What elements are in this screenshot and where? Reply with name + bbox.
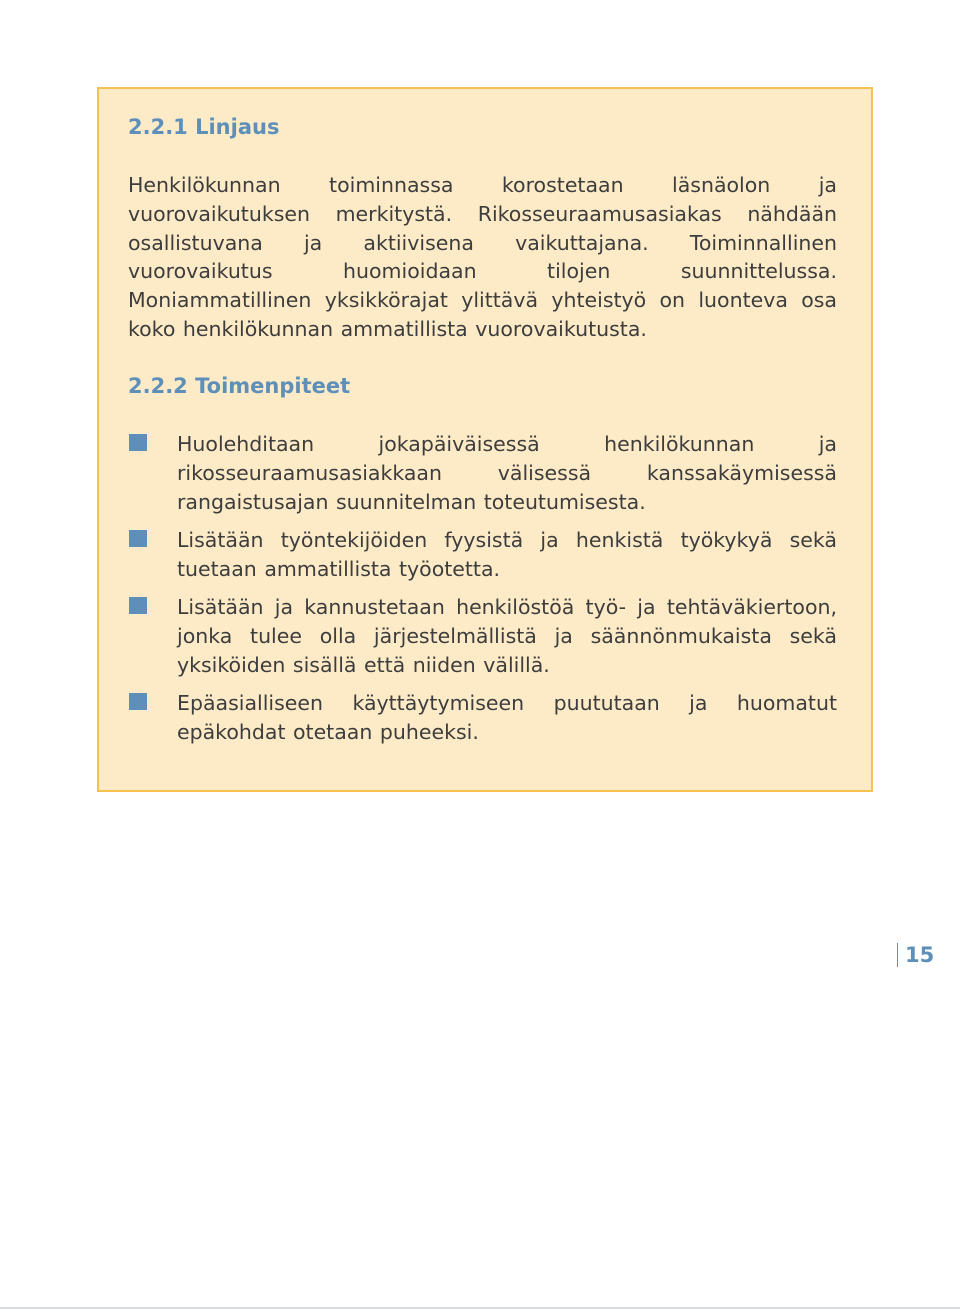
measures-list xyxy=(128,430,837,756)
page-number: 15 xyxy=(897,943,934,967)
section-paragraph-linjaus: Henkilökunnan toiminnassa korostetaan läsnäolon ja vuorovaikutuksen merkitystä. Rikosseuraamusasiakas nähdään osallistuvana ja aktiivisena vaikuttajana. Toiminnallinen vuorovaikutus huomioidaan tilojen suunnittelussa. Moniammatillinen yksikkörajat ylittävä yhteistyö on luonteva osa koko henkilökunnan ammatillista vuorovaikutusta. xyxy=(128,173,837,341)
list-item xyxy=(128,689,837,747)
content-box xyxy=(97,87,873,792)
list-item xyxy=(128,526,837,584)
list-item-text: Lisätään työntekijöiden fyysistä ja henkistä työkykyä sekä tuetaan ammatillista työotetta. xyxy=(177,527,837,581)
list-item-text: Epäasialliseen käyttäytymiseen puututaan ja huomatut epäkohdat otetaan puheeksi. xyxy=(177,690,837,744)
section-heading-linjaus: 2.2.1 Linjaus xyxy=(128,115,280,139)
list-item-text: Lisätään ja kannustetaan henkilöstöä työ- ja tehtäväkiertoon, jonka tulee olla järjestelmällistä ja säännönmukaista sekä yksiköiden sisällä että niiden välillä. xyxy=(177,594,837,677)
section-heading-toimenpiteet: 2.2.2 Toimenpiteet xyxy=(128,374,351,398)
bottom-divider xyxy=(0,1307,960,1309)
list-item xyxy=(128,593,837,679)
square-bullet-icon xyxy=(129,530,147,547)
list-item xyxy=(128,430,837,516)
square-bullet-icon xyxy=(129,434,147,451)
square-bullet-icon xyxy=(129,597,147,614)
list-item-text: Huolehditaan jokapäiväisessä henkilökunnan ja rikosseuraamusasiakkaan välisessä kanssakäymisessä rangaistusajan suunnitelman toteutumisesta. xyxy=(177,432,837,514)
square-bullet-icon xyxy=(129,693,147,710)
